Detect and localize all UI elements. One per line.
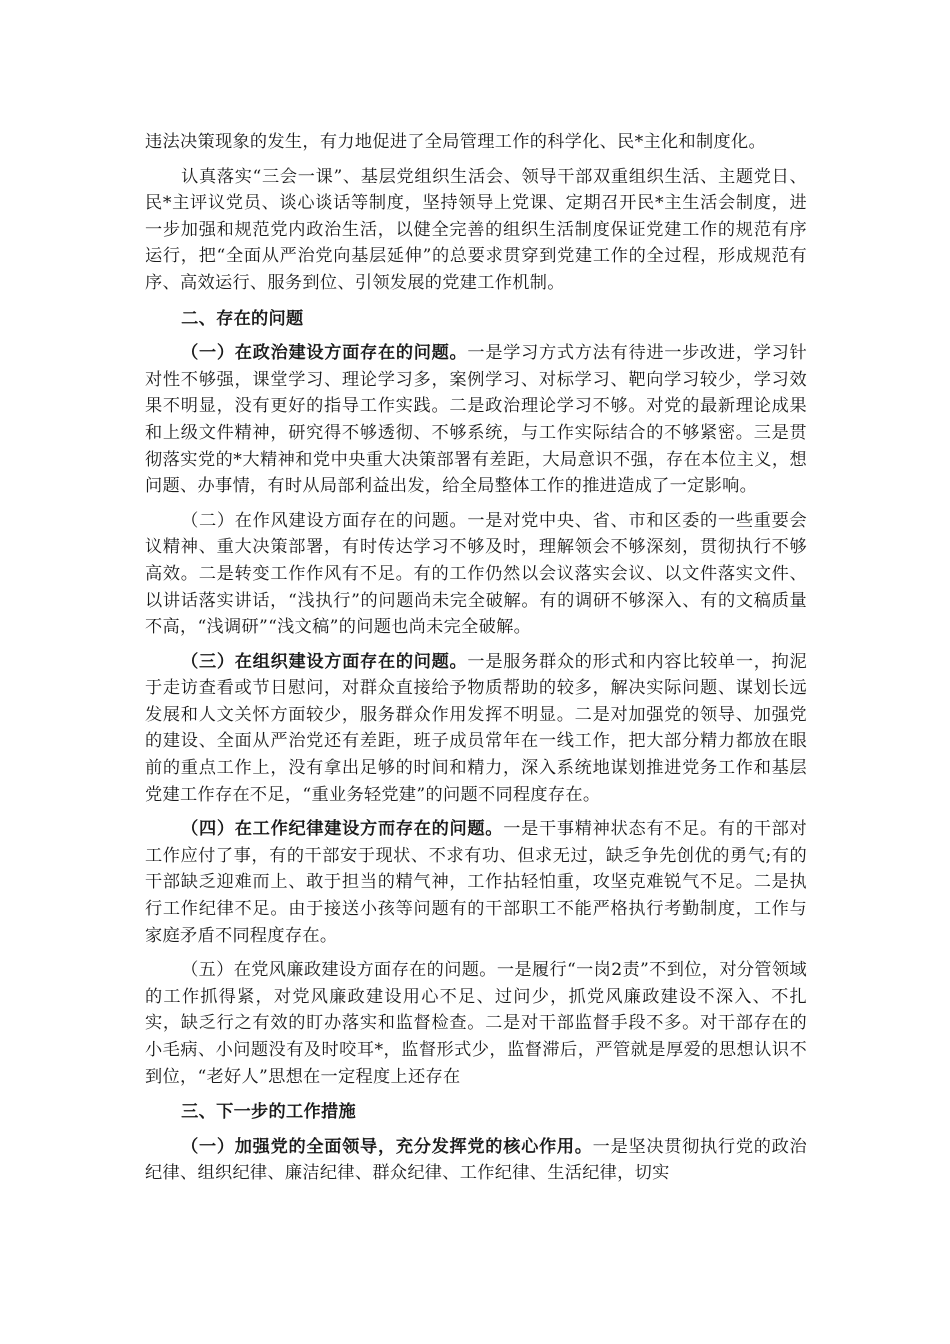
section-heading-next-steps: 三、下一步的工作措施 (181, 1102, 356, 1123)
section-heading-problems: 二、存在的问题 (181, 308, 304, 329)
subsection-title-leadership: （一）加强党的全面领导，充分发挥党的核心作用。 (181, 1136, 593, 1157)
paragraph-organization-building (145, 649, 807, 809)
subsection-body-leadership: 一是坚决贯彻执行党的政治纪律、组织纪律、廉洁纪律、群众纪律、工作纪律、生活纪律，切实 (145, 1136, 807, 1184)
paragraph-political-building (145, 340, 807, 500)
paragraph-continuation: 违法决策现象的发生，有力地促进了全局管理工作的科学化、民*主化和制度化。 (145, 132, 766, 152)
subsection-body-political: 一是学习方式方法有待进一步改进，学习针对性不够强，课堂学习、理论学习多，案例学习、对标学习、靶向学习较少，学习效果不明显，没有更好的指导工作实践。二是政治理论学习不够。对党的最新理论成果和上级文件精神，研究得不够透彻、不够系统，与工作实际结合的不够紧密。三是贯彻落实党的*大精神和党中央重大决策部署有差距，大局意识不强，存在本位主义，想问题、办事情，有时从局部利益出发，给全局整体工作的推进造成了一定影响。 (145, 343, 807, 497)
paragraph-integrity: （五）在党风廉政建设方面存在的问题。一是履行“一岗2责”不到位，对分管领域的工作抓得紧，对党风廉政建设用心不足、过问少，抓党风廉政建设不深入、不扎实，缺乏行之有效的盯办落实和监督检查。二是对干部监督手段不多。对干部存在的小毛病、小问题没有及时咬耳*，监督形式少，监督滞后，严管就是厚爱的思想认识不到位，“老好人”思想在一定程度上还存在 (145, 960, 807, 1087)
subsection-title-organization: （三）在组织建设方面存在的问题。 (181, 651, 468, 672)
paragraph-work-discipline (145, 816, 807, 949)
document-body (145, 129, 807, 1187)
paragraph-work-style: （二）在作风建设方面存在的问题。一是对党中央、省、市和区委的一些重要会议精神、重大决策部署，有时传达学习不够及时，理解领会不够深刻，贯彻执行不够高效。二是转变工作作风有不足。有的工作仍然以会议落实会议、以文件落实文件、以讲话落实讲话，“浅执行”的问题尚未完全破解。有的调研不够深入、有的文稿质量不高，“浅调研”“浅文稿”的问题也尚未完全破解。 (145, 510, 807, 638)
subsection-title-political: （一）在政治建设方面存在的问题。 (181, 343, 468, 364)
paragraph-organizational-life: 认真落实“三会一课”、基层党组织生活会、领导干部双重组织生活、主题党日、民*主评议党员、谈心谈话等制度，坚持领导上党课、定期召开民*主生活会制度，进一步加强和规范党内政治生活，以健全完善的组织生活制度保证党建工作的规范有序运行，把“全面从严治党向基层延伸”的总要求贯穿到党建工作的全过程，形成规范有序、高效运行、服务到位、引领发展的党建工作机制。 (145, 166, 807, 293)
paragraph-leadership (145, 1134, 807, 1187)
subsection-title-discipline: （四）在工作纪律建设方而存在的问题。 (181, 819, 504, 840)
subsection-body-organization: 一是服务群众的形式和内容比较单一，拘泥于走访查看或节日慰问，对群众直接给予物质帮助的较多，解决实际问题、谋划长远发展和人文关怀方面较少，服务群众作用发挥不明显。二是对加强党的领导、加强党的建设、全面从严治党还有差距，班子成员常年在一线工作，把大部分精力都放在眼前的重点工作上，没有拿出足够的时间和精力，深入系统地谋划推进党务工作和基层党建工作存在不足，“重业务轻党建”的问题不同程度存在。 (145, 651, 807, 805)
subsection-body-discipline: 一是干事精神状态有不足。有的干部对工作应付了事，有的干部安于现状、不求有功、但求无过，缺乏争先创优的勇气;有的干部缺乏迎难而上、敢于担当的精气神，工作拈轻怕重，攻坚克难锐气不足。二是执行工作纪律不足。由于接送小孩等问题有的干部职工不能严格执行考勤制度，工作与家庭矛盾不同程度存在。 (145, 819, 807, 946)
